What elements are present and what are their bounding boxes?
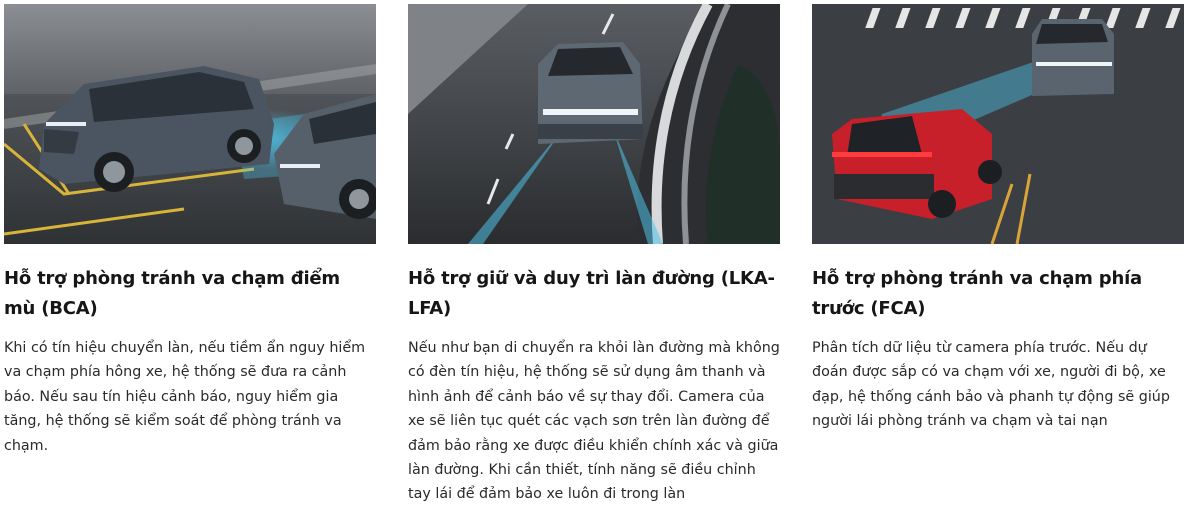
fca-feature-image (812, 4, 1184, 244)
bca-feature-image (4, 4, 376, 244)
fca-description: Phân tích dữ liệu từ camera phía trước. Nếu dự đoán được sắp có va chạm với xe, người đi bộ, xe đạp, hệ thống cánh bảo và phanh tự động sẽ giúp người lái phòng tránh va chạm và tai nạn (812, 340, 1170, 430)
feature-card-lka-lfa (408, 4, 780, 507)
bca-description: Khi có tín hiệu chuyển làn, nếu tiềm ẩn nguy hiểm va chạm phía hông xe, hệ thống sẽ đưa ra cảnh báo. Nếu sau tín hiệu cảnh báo, nguy hiểm gia tăng, hệ thống sẽ kiểm soát để phòng tránh va chạm. (4, 340, 366, 454)
lka-lfa-feature-image (408, 4, 780, 244)
bca-title: Hỗ trợ phòng tránh va chạm điểm mù (BCA) (4, 268, 340, 319)
feature-card-fca (812, 4, 1184, 434)
lka-lfa-title: Hỗ trợ giữ và duy trì làn đường (LKA-LFA) (408, 268, 775, 319)
lka-lfa-description: Nếu như bạn di chuyển ra khỏi làn đường mà không có đèn tín hiệu, hệ thống sẽ sử dụng âm thanh và hình ảnh để cảnh báo về sự thay đổi. Camera của xe sẽ liên tục quét các vạch sơn trên làn đường để đảm bảo rằng xe được điều khiển chính xác và giữa làn đường. Khi cần thiết, tính năng sẽ điều chỉnh tay lái để đảm bảo xe luôn đi trong làn (408, 340, 780, 503)
fca-title: Hỗ trợ phòng tránh va chạm phía trước (FCA) (812, 268, 1142, 319)
feature-card-bca (4, 4, 376, 458)
